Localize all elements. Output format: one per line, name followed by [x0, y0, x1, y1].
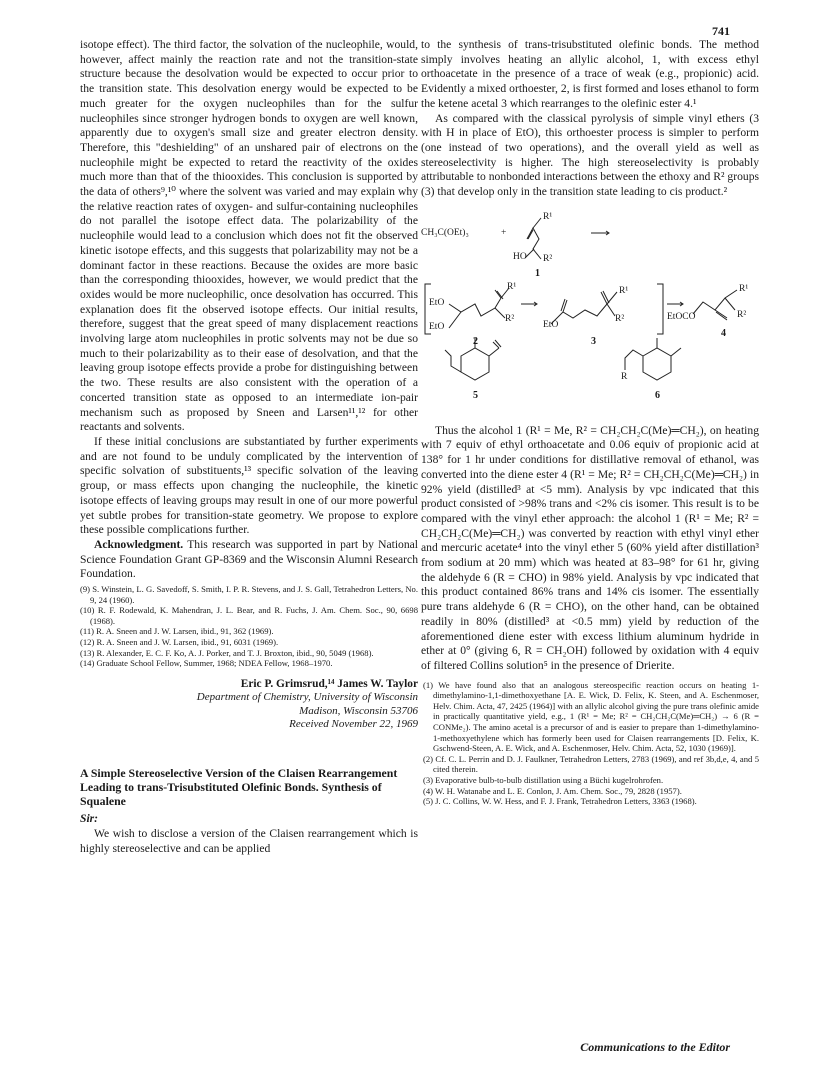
affiliation-city: Madison, Wisconsin 53706 [299, 704, 418, 717]
compound-2-r2: R² [505, 313, 515, 324]
footnotes [421, 680, 759, 807]
reference-11: (11) R. A. Sneen and J. W. Larsen, ibid., 91, 362 (1969). [80, 626, 274, 637]
compound-5-number: 5 [473, 389, 478, 401]
article-title: A Simple Stereoselective Version of the Claisen Rearrangement Leading to trans-Trisubstituted Olefinic Bonds. Synthesis of Squalene [80, 766, 398, 809]
right-paragraph-2: As compared with the classical pyrolysis of simple vinyl ethers (3 with H in place of EtO), this orthoester process is simpler to perform (one instead of two operations), and the overall yield as well as stereoselectivity is higher. The high stereoselectivity is probably attributable to nonbonded interactions between the ethoxy and R² groups (3) that develop only in the transition state leading to cis product.² [421, 111, 759, 199]
left-paragraph-1: isotope effect). The third factor, the solvation of the nucleophile, would, however, affect mainly the reaction rate and not the transition-state structure because the desolvation would be expected to occur prior to the transition state. This desolvation energy would be expected to be much greater for the oxygen nucleophiles than for the sulfur nucleophiles since stronger hydrogen bonds to oxygen are well known, apparently due to oxygen's small size and greater electron density. Therefore, this "deshielding" of an unshared pair of electrons on the nucleophile might be expected to retard the reactivity of the oxides much more than that of the thiooxides. This conclusion is supported by the data of others⁹,¹⁰ where the solvent was varied and may explain why the relative reaction rates of oxygen- and sulfur-containing nucleophiles do not parallel the isotope effect data. The polarizability of the nucleophile would lead to a conclusion which does not fit the observed kinetic isotope effects, and this suggests that polarizability may not be a dominant factor in these reactions. Because the oxides are more basic than the corresponding thiooxides, however, we would predict that the oxides would be more nucleophilic, once desolvation has occurred. This explanation does fit the observed isotope effects. Our initial results, therefore, suggest that the great speed of many displacement reactions involving large atom nucleophiles in protic solvents may not be due so much to their polarizability as to their ease of desolvation, and that the leaving group isotope effects provide a probe for distinguishing between the two. These results are also consistent with the operation of a concerted transition state as opposed to an intermediate ion-pair mechanism such as proposed by Sneen and Larsen¹¹,¹² for other reactants and solvents. [80, 38, 418, 434]
reagent-label: CH₃C(OEt)₃ [421, 227, 469, 238]
compound-1-r1: R¹ [543, 211, 553, 222]
received-date: Received November 22, 1969 [289, 718, 418, 731]
reference-9: (9) S. Winstein, L. G. Savedoff, S. Smith, I. P. R. Stevens, and J. S. Gall, Tetrahedron Letters, No. 9, 24 (1960). [80, 584, 418, 605]
left-column [80, 38, 418, 857]
footnote-4: (4) W. H. Watanabe and L. E. Conlon, J. Am. Chem. Soc., 79, 2828 (1957). [423, 785, 682, 796]
compound-6-ring [643, 348, 671, 380]
ack-heading: Acknowledgment. [94, 537, 184, 551]
salutation: Sir: [80, 812, 99, 826]
acknowledgment [80, 538, 418, 582]
left-paragraph-2: If these initial conclusions are substantiated by further experiments and are not found to be unduly complicated by the intervention of specific solvation of substituents,¹³ specific solvation of the leaving group, or mass effects upon changing the nucleophile, the kinetic isotope effects of leaving groups may result in one of our more powerful yet subtle probes for transition-state geometry. We propose to explore these possible complications further. [80, 434, 418, 537]
compound-3-r1: R¹ [619, 285, 629, 296]
right-paragraph-3: Thus the alcohol 1 (R¹ = Me, R² = CH₂CH₂C(Me)═CH₂), on heating with 7 equiv of ethyl orthoacetate and 0.06 equiv of propionic acid at 138° for 1 hr under conditions for distillative removal of ethanol, was converted into the diene ester 4 (R¹ = Me; R² = CH₂CH₂C(Me)═CH₂) in 92% yield (distilled³ at <5 mm). Analysis by vpc indicated that this product consisted of >98% trans and <2% cis isomer. This result is to be compared with the vinyl ether approach: the alcohol 1 (R¹ = Me; R² = CH₂CH₂C(Me)═CH₂) was converted by reaction with ethyl vinyl ether and mercuric acetate⁴ into the vinyl ether 5 (60% yield after distillation³ from sodium at 20 mm) which was heated at 83–98° for 61 hr, giving the aldehyde 6 (R = CHO) in 98% yield. Analysis by vpc indicated that this product contained 86% trans and 14% cis isomer. The essentially pure trans aldehyde 6 (R = CHO), on the other hand, can be obtained readily in 80% (distilled³ at <0.5 mm) yield by reduction of the aforementioned diene ester with excess lithium aluminum hydride in ether at 0° (giving 6, R = CH₂OH) followed by oxidation with 4 equiv of filtered Collins solution⁵ in the presence of Drierite. [421, 423, 759, 672]
compound-4-etoco: EtOCO [667, 311, 696, 322]
plus-sign: + [501, 227, 507, 238]
compound-2-skeleton [449, 288, 509, 316]
compound-4-r1: R¹ [739, 283, 749, 294]
footnote-1: (1) We have found also that an analogous stereospecific reaction occurs on heating 1-dimethylamino-1,1-dimethoxyethane [A. E. Wick, D. Felix, K. Steen, and A. Eschenmoser, Helv. Chim. Acta, 47, 2425 (1964)] with an allylic alcohol giving the pure trans olefinic amide in practically quantitative yield, e.g., 1 (R¹ = Me; R² = CH₂CH₂C(Me)═CH₂) → 6 (R = CONMe₂). The amino acetal is a precursor of and is easier to prepare than 1-dimethylamino-1-methoxyethylene which has formerly been used for Claisen rearrangements [D. Felix, K. Gschwend-Steen, A. E. Wick, and A. Eschenmoser, Helv. Chim. Acta, 52, 1030 (1969)]. [423, 679, 759, 754]
article-intro: We wish to disclose a version of the Claisen rearrangement which is highly stereoselective and can be applied [80, 827, 418, 855]
reference-14: (14) Graduate School Fellow, Summer, 1968; NDEA Fellow, 1968–1970. [80, 658, 333, 669]
page-number: 741 [712, 24, 730, 38]
compound-5-ring [461, 348, 489, 380]
compound-4-r2: R² [737, 309, 747, 320]
compound-6-r: R [621, 371, 628, 382]
footnote-2: (2) Cf. C. L. Perrin and D. J. Faulkner, Tetrahedron Letters, 2783 (1969), and ref 3b,d,e, 4, and 5 cited therein. [423, 753, 759, 775]
journal-section-footer: Communications to the Editor [580, 1040, 730, 1054]
ack-text: This research was supported in part by National Science Foundation Grant GP-8369 and the Wisconsin Alumni Research Foundation. [80, 537, 418, 581]
compound-1-ho: HO [513, 251, 527, 262]
compound-3-number: 3 [591, 335, 596, 347]
compound-3-r2: R² [615, 313, 625, 324]
compound-4-number: 4 [721, 327, 726, 339]
compound-2-r1: R¹ [507, 281, 517, 292]
footnote-5: (5) J. C. Collins, W. W. Hess, and F. J. Frank, Tetrahedron Letters, 3363 (1968). [423, 796, 697, 807]
reference-10: (10) R. F. Rodewald, K. Mahendran, J. L. Bear, and R. Fuchs, J. Am. Chem. Soc., 90, 6698 (1968). [80, 605, 418, 626]
reaction-scheme [421, 206, 759, 410]
compound-1-number: 1 [535, 267, 540, 279]
scheme-structures [421, 206, 759, 410]
compound-2-eto-bottom: EtO [429, 321, 445, 332]
compound-2-number: 2 [473, 335, 478, 347]
right-paragraph-1: to the synthesis of trans-trisubstituted olefinic bonds. The method simply involves heating an allylic alcohol, 1, with excess ethyl orthoacetate in the presence of a trace of weak (e.g., propionic) acid. Evidently a mixed orthoester, 2, is first formed and loses ethanol to form the ketene acetal 3 which rearranges to the olefinic ester 4.¹ [421, 38, 759, 110]
reference-12: (12) R. A. Sneen and J. W. Larsen, ibid., 91, 6031 (1969). [80, 636, 279, 647]
reference-13: (13) R. Alexander, E. C. F. Ko, A. J. Porker, and T. J. Broxton, ibid., 90, 5049 (1968). [80, 647, 374, 658]
compound-6-number: 6 [655, 389, 660, 401]
authors: Eric P. Grimsrud,¹⁴ James W. Taylor [240, 677, 418, 690]
affiliation-department: Department of Chemistry, University of Wisconsin [196, 690, 418, 703]
references [80, 584, 418, 669]
right-column [421, 38, 759, 807]
compound-3-skeleton [551, 292, 617, 324]
compound-1-r2: R² [543, 253, 553, 264]
bracket-right [657, 284, 663, 334]
compound-2-eto-top: EtO [429, 297, 445, 308]
footnote-3: (3) Evaporative bulb-to-bulb distillation using a Büchi kugelrohrofen. [423, 775, 664, 786]
compound-3-eto: EtO [543, 319, 559, 330]
